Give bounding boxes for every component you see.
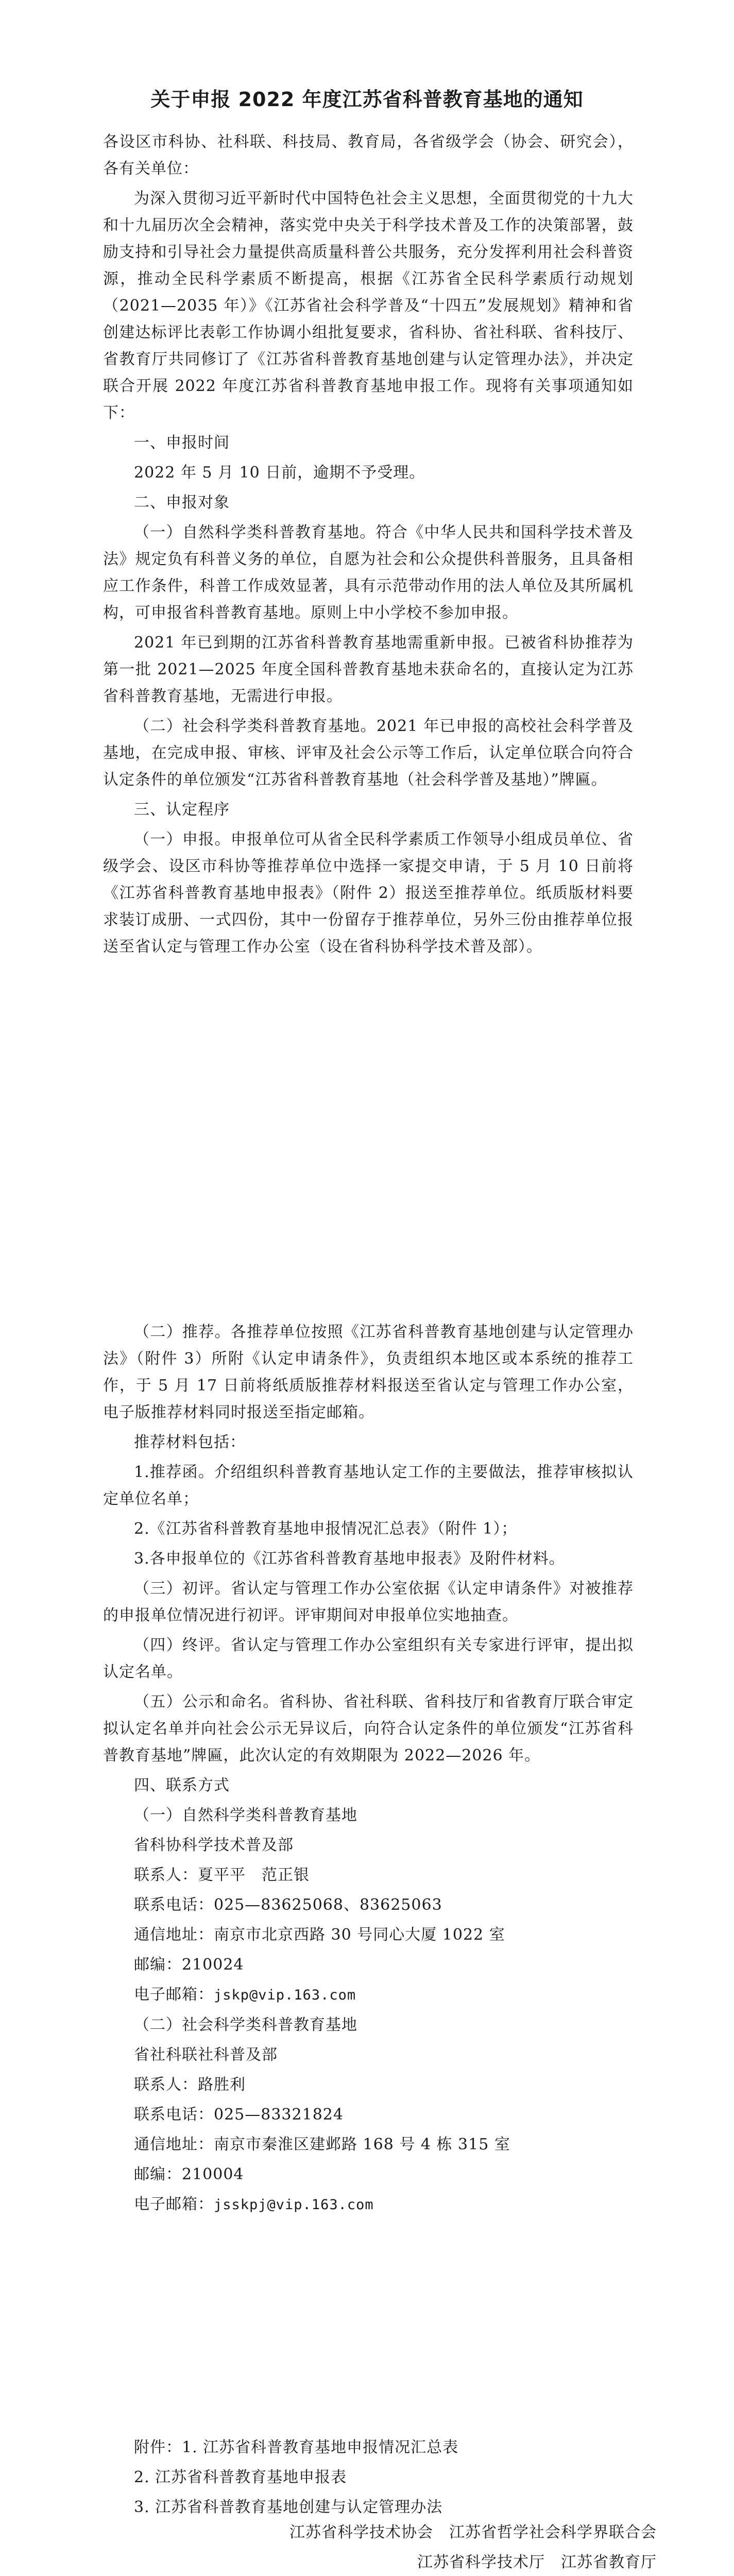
- material-item-2: 2.《江苏省科普教育基地申报情况汇总表》（附件 1）；: [134, 1520, 518, 1538]
- heading-procedure: 三、认定程序: [134, 801, 230, 819]
- contact-person-natural: 联系人：夏平平 范正银: [134, 1866, 310, 1884]
- contact-zip-social: 邮编：210004: [134, 2165, 244, 2183]
- heading-application-time: 一、申报时间: [134, 434, 230, 452]
- attachment-1: 附件：1. 江苏省科普教育基地申报情况汇总表: [134, 2438, 459, 2456]
- target-social-science: （二）社会科学类科普教育基地。2021 年已申报的高校社会科学普及基地，在完成申报、审核、评审及社会公示等工作后，认定单位联合向符合认定条件的单位颁发“江苏省科普教育基地（社会科学普及基地）”牌匾。: [103, 717, 634, 789]
- contact-org-natural: 省科协科学技术普及部: [134, 1836, 294, 1854]
- contact-org-social: 省社科联社科普及部: [134, 2046, 278, 2064]
- material-item-1: 1.推荐函。介绍组织科普教育基地认定工作的主要做法，推荐审核拟认定单位名单；: [103, 1463, 634, 1508]
- material-item-3: 3.各申报单位的《江苏省科普教育基地申报表》及附件材料。: [134, 1550, 565, 1568]
- attachments: [103, 2434, 634, 2524]
- target-natural-science: （一）自然科学类科普教育基地。符合《中华人民共和国科学技术普及法》规定负有科普义务的单位，自愿为社会和公众提供科普服务，且具备相应工作条件，科普工作成效显著，具有示范带动作用的法人单位及其所属机构，可申报省科普教育基地。原则上中小学校不参加申报。: [103, 523, 634, 622]
- contact-type-social: （二）社会科学类科普教育基地: [134, 2016, 357, 2034]
- contact-person-social: 联系人：路胜利: [134, 2076, 246, 2094]
- procedure-application: （一）申报。申报单位可从省全民科学素质工作领导小组成员单位、省级学会、设区市科协等推荐单位中选择一家提交申请，于 5 月 10 日前将《江苏省科普教育基地申报表》（附件 2）报送至推荐单位。纸质版材料要求装订成册、一式四份，其中一份留存于推荐单位，另外三份由推荐单位报送至省认定与管理工作办公室（设在省科协科学技术普及部）。: [103, 831, 634, 956]
- contact-type-natural: （一）自然科学类科普教育基地: [134, 1806, 357, 1824]
- contact-email-social: [103, 2191, 634, 2218]
- heading-contact: 四、联系方式: [134, 1776, 230, 1794]
- notice-section-2: [103, 1319, 634, 2222]
- intro-paragraph: 为深入贯彻习近平新时代中国特色社会主义思想，全面贯彻党的十九大和十九届历次全会精神，落实党中央关于科学技术普及工作的决策部署，鼓励支持和引导社会力量提供高质量科普公共服务，充分发挥利用社会科普资源，推动全民科学素质不断提高，根据《江苏省全民科学素质行动规划（2021—2035 年）》《江苏省社会科学普及“十四五”发展规划》精神和省创建达标评比表彰工作协调小组批复要求，省科协、省社科联、省科技厅、省教育厅共同修订了《江苏省科普教育基地创建与认定管理办法》，并决定联合开展 2022 年度江苏省科普教育基地申报工作。现将有关事项通知如下：: [103, 190, 634, 422]
- attachment-3: 3. 江苏省科普教育基地创建与认定管理办法: [134, 2498, 443, 2516]
- notice-section-1: [103, 129, 634, 963]
- salutation: 各设区市科协、社科联、科技局、教育局，各省级学会（协会、研究会），各有关单位：: [103, 133, 634, 178]
- email-label: 电子邮箱：: [134, 1986, 214, 2004]
- application-deadline: 2022 年 5 月 10 日前，逾期不予受理。: [134, 464, 425, 482]
- procedure-recommendation: （二）推荐。各推荐单位按照《江苏省科普教育基地创建与认定管理办法》（附件 3）所附《认定申请条件》，负责组织本地区或本系统的推荐工作，于 5 月 17 日前将纸质版推荐材料报送至省认定与管理工作办公室，电子版推荐材料同时报送至指定邮箱。: [103, 1323, 634, 1421]
- contact-zip-natural: 邮编：210024: [134, 1956, 244, 1974]
- target-renewal-note: 2021 年已到期的江苏省科普教育基地需重新申报。已被省科协推荐为第一批 2021—2025 年度全国科普教育基地未获命名的，直接认定为江苏省科普教育基地，无需进行申报。: [103, 634, 634, 705]
- procedure-publicity: （五）公示和命名。省科协、省社科联、省科技厅和省教育厅联合审定拟认定名单并向社会公示无异议后，向符合认定条件的单位颁发“江苏省科普教育基地”牌匾，此次认定的有效期限为 2022—2026 年。: [103, 1693, 634, 1765]
- signatures: [193, 2519, 657, 2576]
- signature-line-1: 江苏省科学技术协会 江苏省哲学社会科学界联合会: [289, 2523, 657, 2541]
- contact-phone-natural: 联系电话：025—83625068、83625063: [134, 1896, 442, 1914]
- email-link-social[interactable]: jsskpj@vip.163.com: [214, 2197, 374, 2213]
- contact-address-natural: 通信地址：南京市北京西路 30 号同心大厦 1022 室: [134, 1926, 505, 1944]
- signature-line-2: 江苏省科学技术厅 江苏省教育厅: [417, 2553, 657, 2571]
- notice-title: 关于申报 2022 年度江苏省科普教育基地的通知: [150, 88, 584, 111]
- procedure-preliminary: （三）初评。省认定与管理工作办公室依据《认定申请条件》对被推荐的申报单位情况进行初评。评审期间对申报单位实地抽查。: [103, 1580, 634, 1624]
- attachment-2: 2. 江苏省科普教育基地申报表: [134, 2468, 347, 2486]
- contact-email-natural: [103, 1981, 634, 2009]
- email-link-natural[interactable]: jskp@vip.163.com: [214, 1987, 356, 2003]
- contact-phone-social: 联系电话：025—83321824: [134, 2106, 344, 2124]
- procedure-final: （四）终评。省认定与管理工作办公室组织有关专家进行评审，提出拟认定名单。: [103, 1636, 634, 1681]
- contact-address-social: 通信地址：南京市秦淮区建邺路 168 号 4 栋 315 室: [134, 2136, 510, 2154]
- materials-label: 推荐材料包括：: [134, 1433, 246, 1451]
- heading-application-targets: 二、申报对象: [134, 494, 230, 512]
- email-label: 电子邮箱：: [134, 2195, 214, 2213]
